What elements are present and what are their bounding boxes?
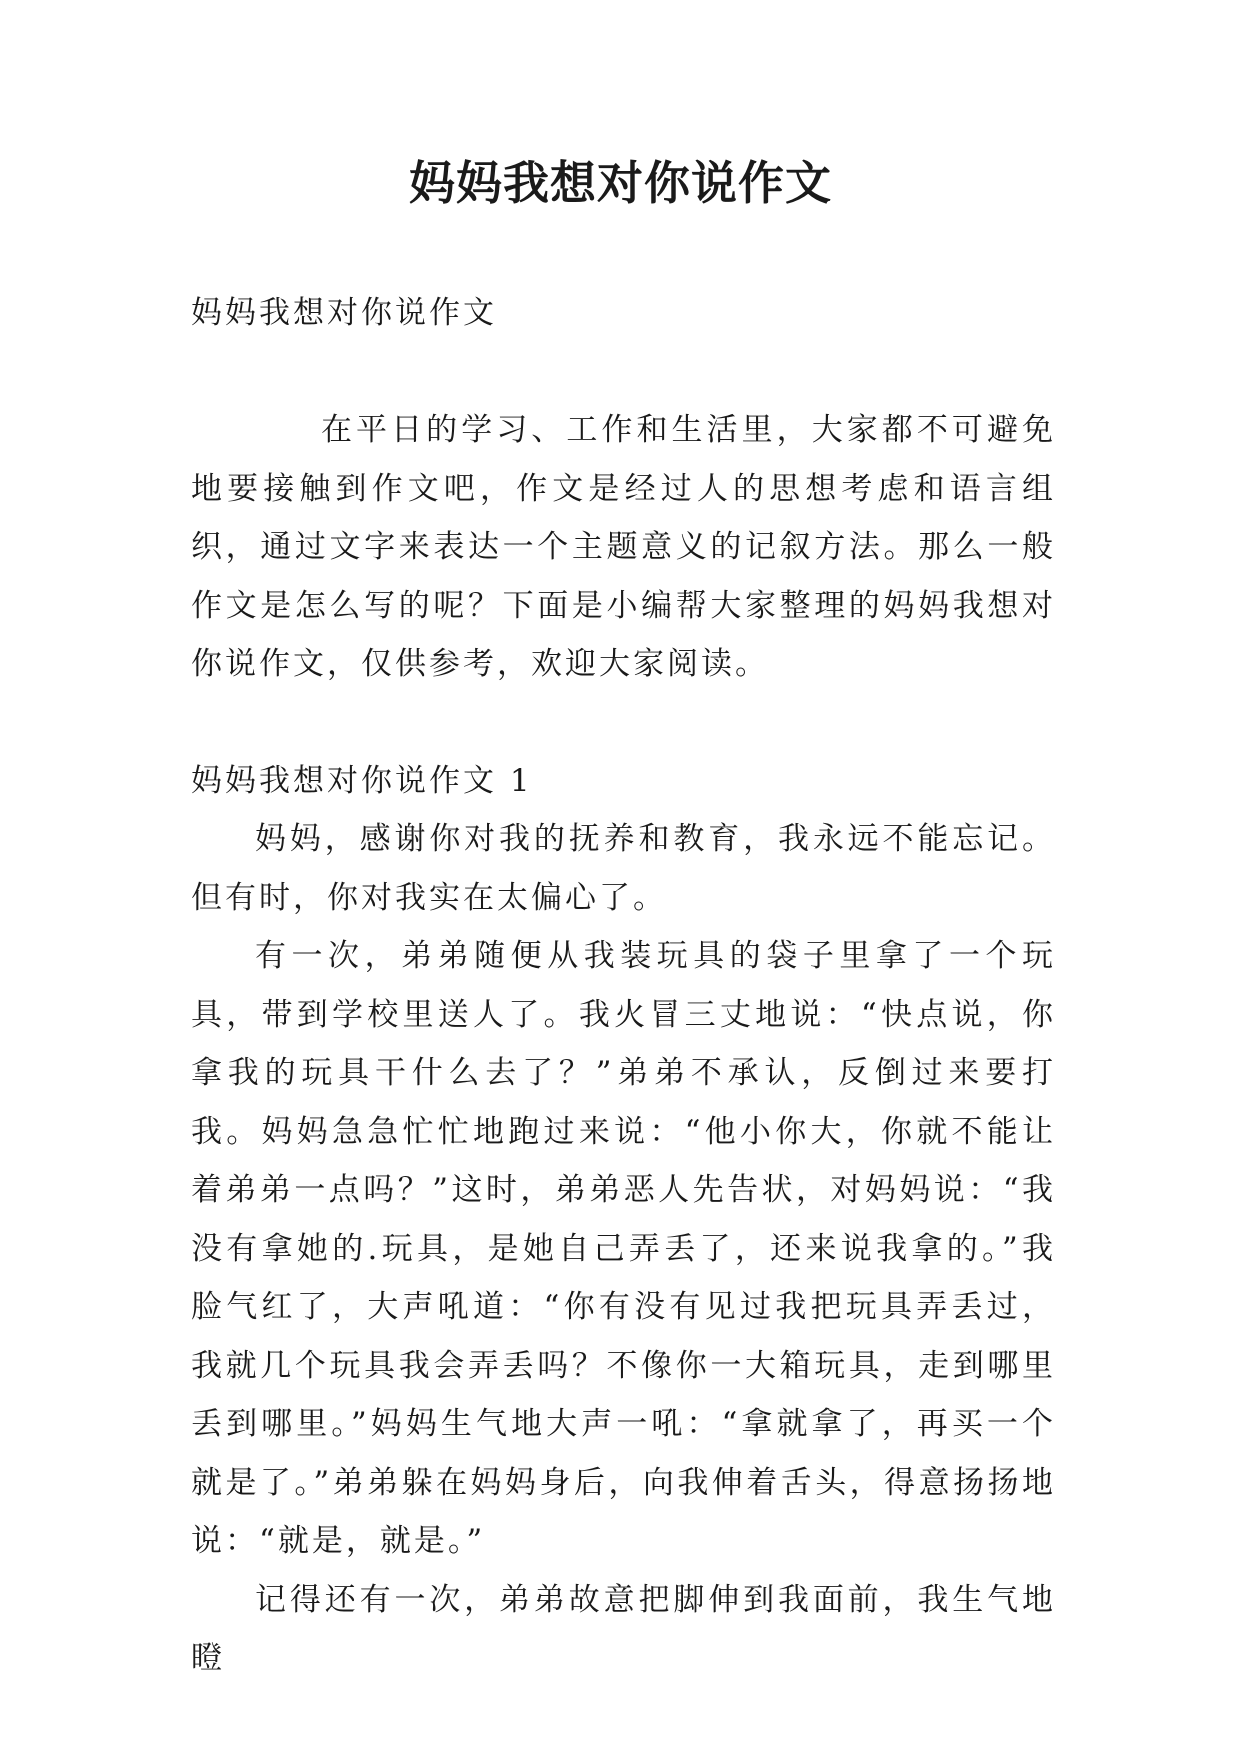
document-subtitle: 妈妈我想对你说作文 (191, 295, 497, 331)
essay-paragraph: 有一次，弟弟随便从我装玩具的袋子里拿了一个玩具，带到学校里送人了。我火冒三丈地说：“快点说，你拿我的玩具干什么去了？”弟弟不承认，反倒过来要打我。妈妈急急忙忙地跑过来说：“他小你大，你就不能让着弟弟一点吗？”这时，弟弟恶人先告状，对妈妈说：“我没有拿她的.玩具，是她自己弄丢了，还来说我拿的。”我脸气红了，大声吼道：“你有没有见过我把玩具弄丢过，我就几个玩具我会弄丢吗？不像你一大箱玩具，走到哪里丢到哪里。”妈妈生气地大声一吼：“拿就拿了，再买一个就是了。”弟弟躲在妈妈身后，向我伸着舌头，得意扬扬地说：“就是，就是。” (191, 938, 1056, 1559)
section-heading: 妈妈我想对你说作文 1 (191, 763, 533, 799)
document-title: 妈妈我想对你说作文 (409, 156, 832, 210)
essay-paragraph: 记得还有一次，弟弟故意把脚伸到我面前，我生气地瞪 (191, 1581, 1056, 1676)
essay-body (191, 810, 1056, 1688)
intro-paragraph: 在平日的学习、工作和生活里，大家都不可避免地要接触到作文吧，作文是经过人的思想考虑和语言组织，通过文字来表达一个主题意义的记叙方法。那么一般作文是怎么写的呢？下面是小编帮大家整理的妈妈我想对你说作文，仅供参考，欢迎大家阅读。 (191, 412, 1056, 682)
essay-paragraph: 妈妈，感谢你对我的抚养和教育，我永远不能忘记。但有时，你对我实在太偏心了。 (191, 821, 1056, 916)
